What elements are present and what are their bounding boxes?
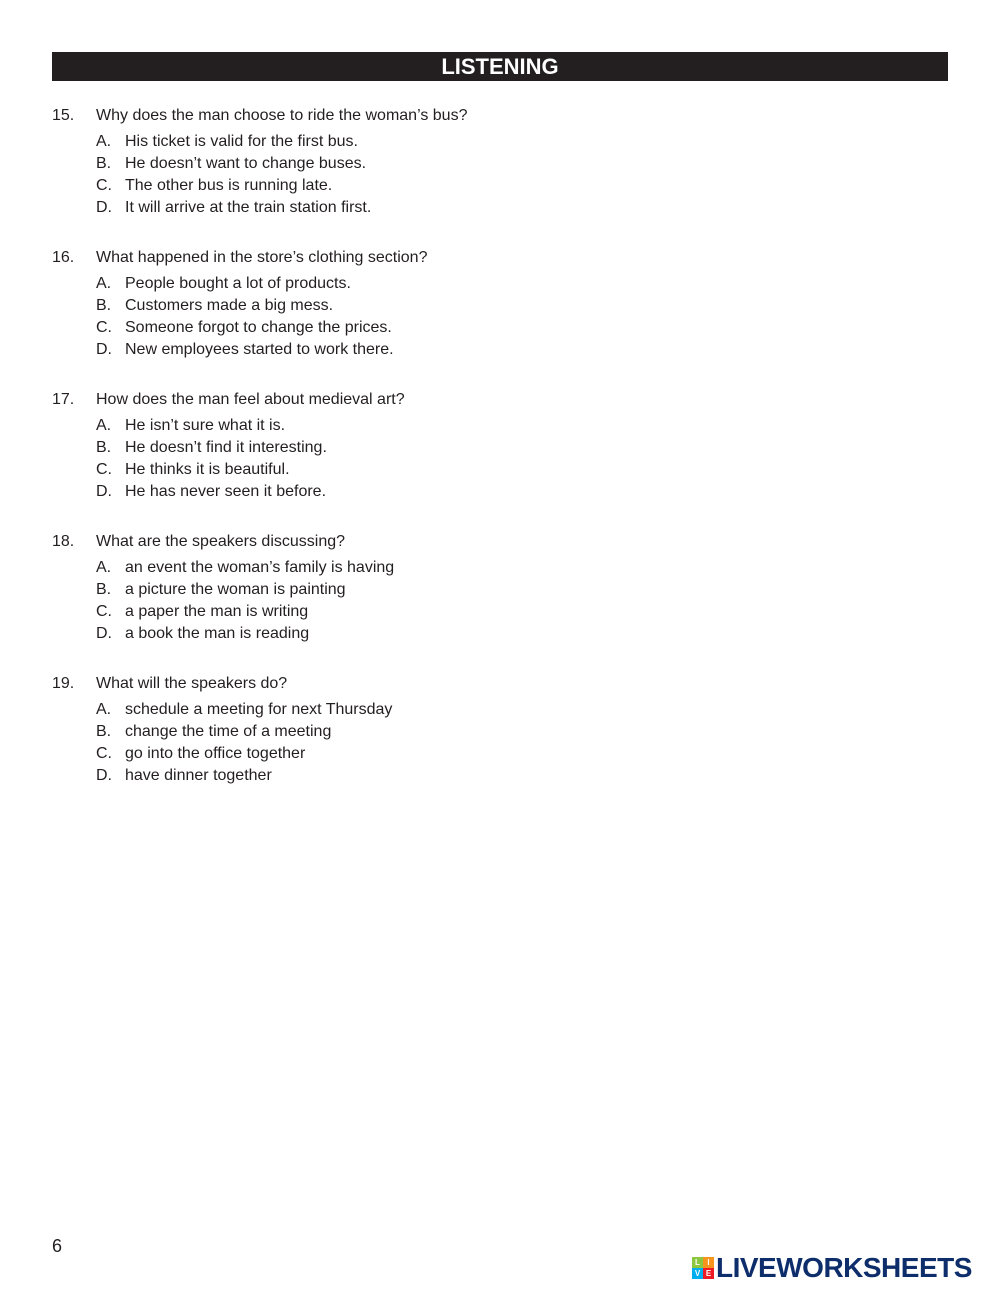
- question-number: 18.: [52, 533, 75, 550]
- liveworksheets-logo-icon: [692, 1257, 714, 1279]
- option-text: Someone forgot to change the prices.: [125, 319, 392, 336]
- question-text: How does the man feel about medieval art?: [96, 391, 405, 408]
- logo-cell-e: E: [703, 1268, 714, 1279]
- option-c[interactable]: [96, 601, 948, 623]
- logo-cell-i: I: [703, 1257, 714, 1268]
- option-text: New employees started to work there.: [125, 341, 394, 358]
- option-letter: B.: [96, 297, 112, 314]
- logo-cell-l: L: [692, 1257, 703, 1268]
- option-letter: D.: [96, 199, 112, 216]
- option-text: change the time of a meeting: [125, 723, 332, 740]
- option-b[interactable]: [96, 295, 948, 317]
- option-c[interactable]: [96, 459, 948, 481]
- option-letter: B.: [96, 723, 112, 740]
- option-text: a paper the man is writing: [125, 603, 309, 620]
- answer-options: [52, 415, 948, 503]
- option-text: have dinner together: [125, 767, 272, 784]
- option-text: People bought a lot of products.: [125, 275, 351, 292]
- option-c[interactable]: [96, 317, 948, 339]
- question-text: Why does the man choose to ride the woman’s bus?: [96, 107, 468, 124]
- option-text: He isn’t sure what it is.: [125, 417, 286, 434]
- option-text: Customers made a big mess.: [125, 297, 334, 314]
- option-text: He doesn’t want to change buses.: [125, 155, 367, 172]
- option-letter: C.: [96, 177, 112, 194]
- option-letter: B.: [96, 155, 112, 172]
- question-stem: [52, 389, 948, 411]
- option-b[interactable]: [96, 153, 948, 175]
- question-number: 15.: [52, 107, 75, 124]
- option-letter: D.: [96, 767, 112, 784]
- question-stem: [52, 673, 948, 695]
- section-header: [52, 52, 948, 81]
- option-letter: D.: [96, 341, 112, 358]
- question-text: What are the speakers discussing?: [96, 533, 346, 550]
- option-c[interactable]: [96, 743, 948, 765]
- option-letter: C.: [96, 745, 112, 762]
- question-15: [52, 105, 948, 219]
- option-letter: D.: [96, 483, 112, 500]
- question-text: What happened in the store’s clothing section?: [96, 249, 428, 266]
- option-text: an event the woman’s family is having: [125, 559, 395, 576]
- option-letter: A.: [96, 417, 112, 434]
- option-letter: B.: [96, 581, 112, 598]
- option-a[interactable]: [96, 131, 948, 153]
- liveworksheets-brand: [692, 1253, 972, 1283]
- question-17: [52, 389, 948, 503]
- option-text: schedule a meeting for next Thursday: [125, 701, 393, 718]
- question-16: [52, 247, 948, 361]
- page-number: 6: [52, 1236, 63, 1256]
- question-text: What will the speakers do?: [96, 675, 288, 692]
- option-letter: A.: [96, 701, 112, 718]
- option-d[interactable]: [96, 197, 948, 219]
- option-b[interactable]: [96, 721, 948, 743]
- option-letter: A.: [96, 275, 112, 292]
- option-a[interactable]: [96, 699, 948, 721]
- option-b[interactable]: [96, 437, 948, 459]
- answer-options: [52, 273, 948, 361]
- question-number: 19.: [52, 675, 75, 692]
- question-number: 16.: [52, 249, 75, 266]
- question-19: [52, 673, 948, 787]
- option-d[interactable]: [96, 481, 948, 503]
- brand-name: LIVEWORKSHEETS: [716, 1252, 972, 1283]
- option-a[interactable]: [96, 415, 948, 437]
- option-text: He doesn’t find it interesting.: [125, 439, 327, 456]
- option-d[interactable]: [96, 623, 948, 645]
- option-text: He thinks it is beautiful.: [125, 461, 290, 478]
- option-text: His ticket is valid for the first bus.: [125, 133, 358, 150]
- question-stem: [52, 531, 948, 553]
- option-letter: A.: [96, 559, 112, 576]
- option-b[interactable]: [96, 579, 948, 601]
- option-text: a picture the woman is painting: [125, 581, 346, 598]
- option-text: The other bus is running late.: [125, 177, 333, 194]
- option-text: It will arrive at the train station first.: [125, 199, 372, 216]
- question-stem: [52, 105, 948, 127]
- question-18: [52, 531, 948, 645]
- option-c[interactable]: [96, 175, 948, 197]
- option-d[interactable]: [96, 339, 948, 361]
- option-letter: D.: [96, 625, 112, 642]
- answer-options: [52, 131, 948, 219]
- option-letter: C.: [96, 461, 112, 478]
- logo-cell-v: V: [692, 1268, 703, 1279]
- question-list: [52, 105, 948, 815]
- option-a[interactable]: [96, 273, 948, 295]
- option-text: go into the office together: [125, 745, 306, 762]
- question-stem: [52, 247, 948, 269]
- option-text: He has never seen it before.: [125, 483, 327, 500]
- answer-options: [52, 557, 948, 645]
- option-letter: C.: [96, 319, 112, 336]
- option-a[interactable]: [96, 557, 948, 579]
- option-letter: B.: [96, 439, 112, 456]
- answer-options: [52, 699, 948, 787]
- option-letter: C.: [96, 603, 112, 620]
- option-letter: A.: [96, 133, 112, 150]
- option-text: a book the man is reading: [125, 625, 310, 642]
- option-d[interactable]: [96, 765, 948, 787]
- section-title: LISTENING: [441, 54, 559, 79]
- question-number: 17.: [52, 391, 75, 408]
